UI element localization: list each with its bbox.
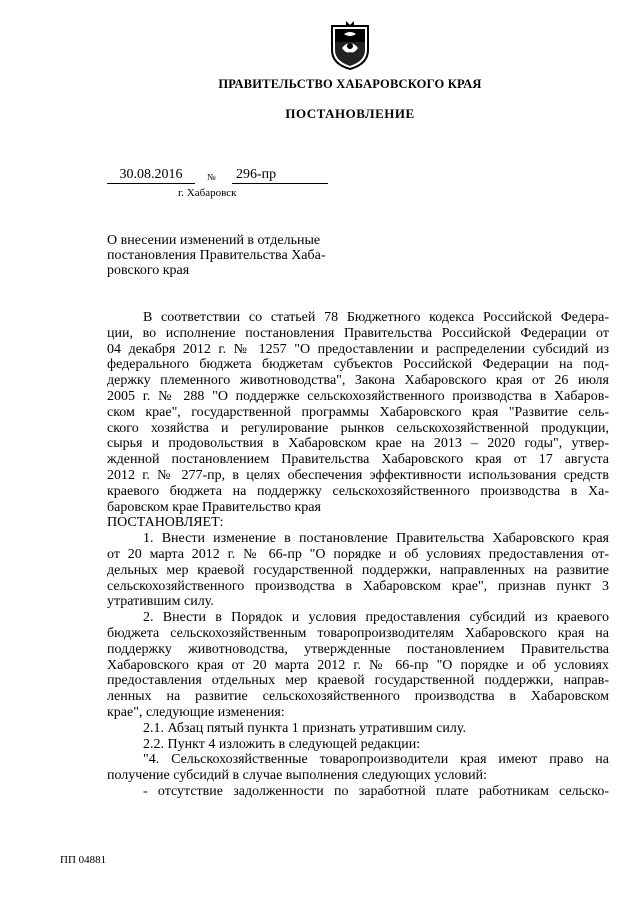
body-line: предоставления отдельных мер краевой государственной поддержки, направ- [107, 673, 609, 689]
body-line: ции, во исполнение постановления Правительства Российской Федерации от [107, 325, 609, 341]
body-line: 2005 г. № 288 "О поддержке сельскохозяйственного производства в Хабаров- [107, 388, 609, 404]
body-line: 2012 г. № 277-пр, в целях обеспечения эффективности использования средств [107, 467, 609, 483]
city-name: г. Хабаровск [178, 187, 237, 199]
body-line: - отсутствие задолженности по заработной плате работникам сельско- [143, 783, 609, 799]
document-type: ПОСТАНОВЛЕНИЕ [285, 106, 415, 121]
body-line: федерального бюджета бюджетам субъектов Российской Федерации на под- [107, 357, 609, 373]
body-line: бюджета сельскохозяйственным товаропроизводителям Хабаровского края на [107, 625, 609, 641]
body-line: краевого бюджета на поддержку сельскохозяйственного производства в Ха- [107, 483, 609, 499]
subject-line: постановления Правительства Хаба- [107, 248, 326, 263]
body-line: баровском крае Правительство края [107, 499, 321, 515]
body-line: от 20 марта 2012 г. № 66-пр "О порядке и об условиях предоставления от- [107, 546, 609, 562]
body-line: 04 декабря 2012 г. № 1257 "О предоставлении и распределении субсидий из [107, 341, 609, 357]
body-line: ленных на развитие сельскохозяйственного производства в Хабаровском [107, 689, 609, 705]
body-line: 2.1. Абзац пятый пункта 1 признать утратившим силу. [143, 720, 466, 736]
resolution-keyword: ПОСТАНОВЛЯЕТ: [107, 515, 224, 531]
body-line: поддержку животноводства, утвержденные постановлением Правительства [107, 641, 609, 657]
body-line: крае", следующие изменения: [107, 704, 285, 720]
body-line: жденной постановлением Правительства Хабаровского края от 17 августа [107, 452, 609, 468]
number-sign: № [207, 172, 216, 182]
government-name: ПРАВИТЕЛЬСТВО ХАБАРОВСКОГО КРАЯ [218, 77, 482, 91]
body-line: "4. Сельскохозяйственные товаропроизводители края имеют право на [143, 752, 609, 768]
body-line: утратившим силу. [107, 594, 214, 610]
document-subject [107, 233, 335, 278]
body-line: ского хозяйства и регулирование рынков сельскохозяйственной продукции, [107, 420, 609, 436]
body-line: дельных мер краевой государственной поддержки, направленных на развитие [107, 562, 609, 578]
body-line: ском крае", государственной программы Хабаровского края "Развитие сель- [107, 404, 609, 420]
body-line: Хабаровского края от 20 марта 2012 г. № 66-пр "О порядке и об условиях [107, 657, 609, 673]
khabarovsk-coat-of-arms-icon [328, 20, 372, 70]
body-line: 1. Внести изменение в постановление Правительства Хабаровского края [143, 531, 609, 547]
body-line: В соответствии со статьей 78 Бюджетного кодекса Российской Федера- [143, 310, 609, 325]
body-line: 2.2. Пункт 4 изложить в следующей редакции: [143, 736, 421, 752]
document-body [107, 310, 609, 800]
body-line: 2. Внести в Порядок и условия предоставления субсидий из краевого [143, 610, 609, 626]
body-line: держку племенного животноводства", Закона Хабаровского края от 26 июля [107, 373, 609, 389]
document-code: ПП 04881 [60, 854, 107, 866]
subject-line: О внесении изменений в отдельные [107, 233, 321, 248]
body-line: сырья и продовольствия в Хабаровском крае на 2013 – 2020 годы", утвер- [107, 436, 609, 452]
subject-line: ровского края [107, 263, 190, 278]
document-date: 30.08.2016 [107, 166, 195, 184]
document-number: 296-пр [232, 166, 328, 184]
body-line: получение субсидий в случае выполнения следующих условий: [107, 768, 488, 784]
body-line: сельскохозяйственного производства в Хабаровском крае", признав пункт 3 [107, 578, 609, 594]
